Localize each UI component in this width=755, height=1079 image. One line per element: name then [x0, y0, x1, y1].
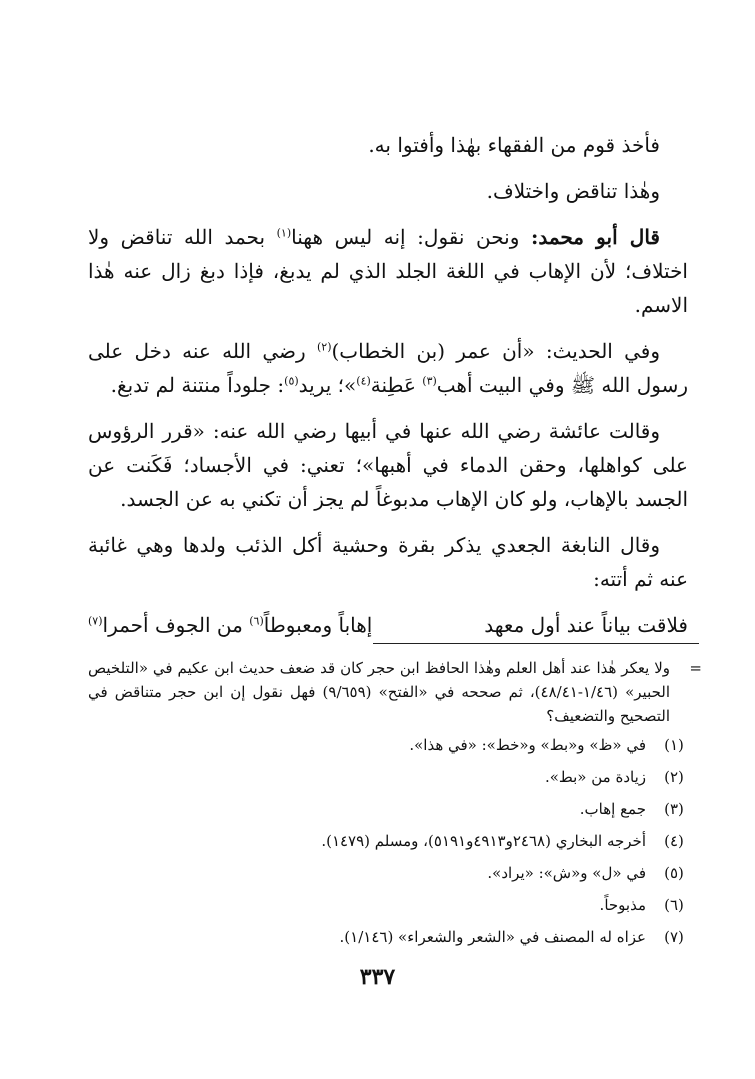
footnote-ref-1: (١) [276, 226, 292, 240]
footnote-item [88, 766, 702, 788]
footnote-item [88, 926, 702, 948]
footnote-number: (٧) [664, 928, 684, 946]
footnote-text: عزاه له المصنف في «الشعر والشعراء» (١/١٤٦). [339, 928, 646, 946]
footnote-ref-3: (٣) [422, 374, 437, 388]
footnote-ref-6: (٦) [249, 614, 264, 628]
footnote-text: جمع إهاب. [579, 800, 646, 818]
footnotes [88, 656, 702, 958]
footnote-text: في «ظ» و«بط» و«خط»: «في هذا». [409, 736, 646, 754]
footnote-number: (١) [664, 736, 684, 754]
speaker-label: قال أبو محمد: [530, 225, 660, 249]
footnote-item [88, 894, 702, 916]
main-text [88, 128, 688, 642]
paragraph-4: وفي الحديث: «أن عمر (بن الخطاب)$^{(٢)}$ رضي الله عنه دخل على رسول الله ﷺ وفي البيت أهب$^{(٣)}$ عَطِنة$^{(٤)}$»؛ يريد$^{(٥)}$: جلوداً منتنة لم تدبغ. [88, 339, 688, 397]
paragraph-5: وقالت عائشة رضي الله عنها في أبيها رضي الله عنه: «قرر الرؤوس على كواهلها، وحقن الدماء في أهبها»؛ تعني: في الأجساد؛ فَكَنت عن الجسد بالإهاب، ولو كان الإهاب مدبوغاً لم يجز أن تكني به عن الجسد. [88, 419, 688, 511]
footnote-ref-7: (٧) [88, 614, 103, 628]
paragraph-6: وقال النابغة الجعدي يذكر بقرة وحشية أكل الذئب ولدها وهي غائبة عنه ثم أتته: [88, 533, 688, 591]
footnote-ref-5: (٥) [284, 374, 299, 388]
footnote-number: (٤) [664, 832, 684, 850]
poem-verse [88, 608, 688, 642]
footnote-continuation [88, 656, 702, 728]
footnote-number: (٦) [664, 896, 684, 914]
verse-first-hemistich: فلاقت بياناً عند أول معهد [484, 613, 688, 637]
footnote-item [88, 830, 702, 852]
paragraph-1: فأخذ قوم من الفقهاء بهٰذا وأفتوا به. [368, 133, 660, 157]
footnote-text: في «ل» و«ش»: «يراد». [487, 864, 646, 882]
footnote-list [88, 734, 702, 948]
continuation-text: ولا يعكر هٰذا عند أهل العلم وهٰذا الحافظ ابن حجر كان قد ضعف حديث ابن عكيم في «التلخيص الحبير» (١/٤٦-٤٨/٤١)، ثم صححه في «الفتح» (٩/٦٥٩) فهل نقول إن ابن حجر متناقض في التصحيح والتضعيف؟ [88, 659, 671, 725]
footnote-text: أخرجه البخاري (٢٤٦٨و٤٩١٣و٥١٩١)، ومسلم (١٤٧٩). [321, 832, 646, 850]
footnote-divider [373, 643, 699, 644]
footnote-ref-2: (٢) [316, 340, 332, 354]
verse-second-hemistich: إهاباً ومعبوطاً$^{(٦)}$ من الجوف أحمرا$^{(٧)}$ [88, 613, 373, 637]
footnote-item [88, 862, 702, 884]
continuation-mark: = [689, 659, 702, 677]
page-number: ٣٣٧ [359, 964, 396, 990]
footnote-number: (٥) [664, 864, 684, 882]
footnote-item [88, 798, 702, 820]
footnote-ref-4: (٤) [356, 374, 371, 388]
footnote-text: زيادة من «بط». [544, 768, 646, 786]
footnote-number: (٣) [664, 800, 684, 818]
footnote-number: (٢) [664, 768, 684, 786]
footnote-item [88, 734, 702, 756]
paragraph-3: قال أبو محمد: ونحن نقول: إنه ليس ههنا$^{(١)}$ بحمد الله تناقض ولا اختلاف؛ لأن الإهاب في اللغة الجلد الذي لم يدبغ، فإذا دبغ زال عنه هٰذا الاسم. [88, 225, 688, 317]
footnote-text: مذبوحاً. [599, 896, 646, 914]
paragraph-2: وهٰذا تناقض واختلاف. [486, 179, 660, 203]
